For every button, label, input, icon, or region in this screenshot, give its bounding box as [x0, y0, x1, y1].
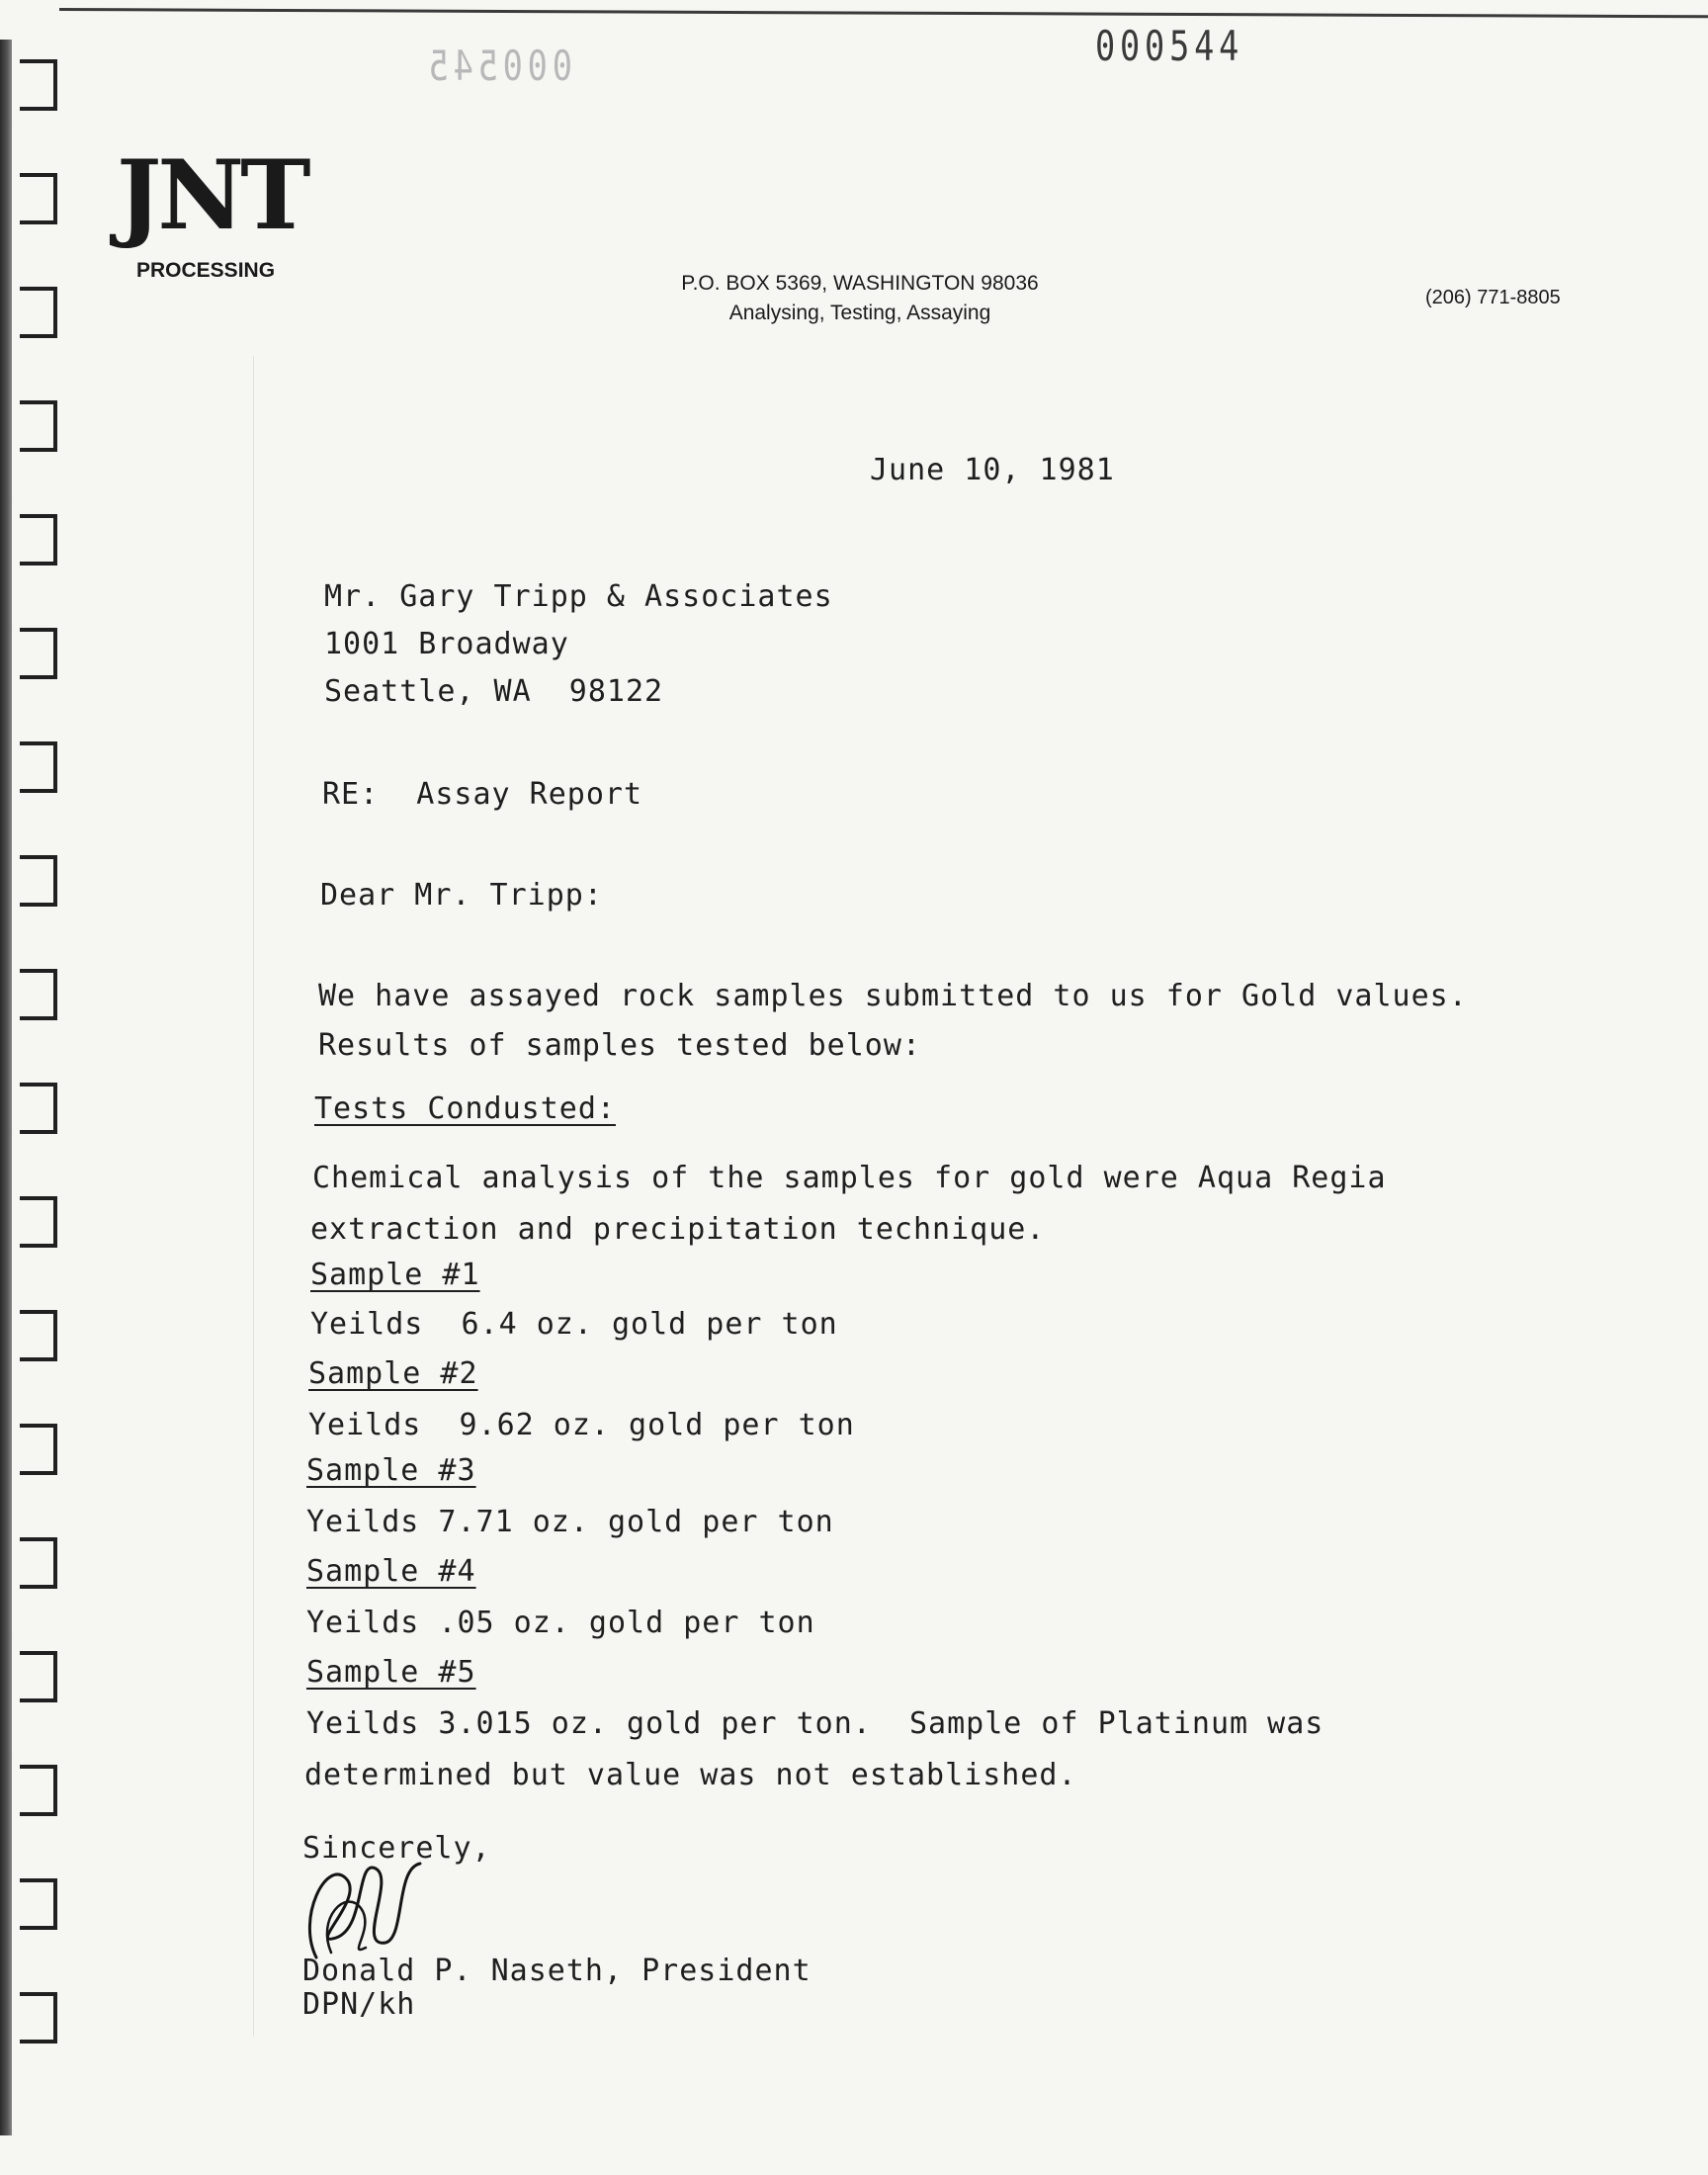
typist-initials: DPN/kh — [302, 1987, 416, 2022]
company-logo: JNT — [117, 139, 307, 251]
sample-label: Sample #1 — [310, 1258, 480, 1292]
sample-result: Yeilds .05 oz. gold per ton — [306, 1606, 815, 1640]
handwritten-signature — [287, 1839, 435, 1967]
serial-number: 000544 — [1095, 22, 1244, 70]
subject-line: RE: Assay Report — [322, 777, 643, 812]
sample-result: Yeilds 7.71 oz. gold per ton — [306, 1505, 834, 1539]
intro-line-1: We have assayed rock samples submitted to us for Gold values. — [318, 979, 1468, 1013]
binder-hole — [20, 1424, 57, 1475]
binder-hole — [20, 1310, 57, 1361]
signer-name: Donald P. Naseth, President — [302, 1954, 811, 1988]
binder-hole — [20, 1196, 57, 1248]
letterhead-phone: (206) 771-8805 — [1425, 287, 1561, 308]
closing: Sincerely, — [302, 1831, 491, 1866]
sample-label: Sample #3 — [306, 1453, 476, 1488]
binder-hole — [20, 1992, 57, 2044]
binder-bar — [0, 40, 12, 2135]
letter-date: June 10, 1981 — [870, 453, 1115, 487]
binder-hole — [20, 741, 57, 793]
recipient-city: Seattle, WA 98122 — [324, 674, 664, 709]
faint-fold-line — [253, 356, 254, 2037]
binder-hole — [20, 59, 57, 111]
sample-label: Sample #5 — [306, 1655, 476, 1690]
binder-hole — [20, 514, 57, 566]
closing-extra-line: determined but value was not established. — [304, 1758, 1077, 1792]
binder-hole — [20, 287, 57, 338]
binder-hole — [20, 1878, 57, 1930]
letterhead-address — [652, 269, 1068, 328]
sample-label: Sample #2 — [308, 1356, 478, 1391]
address-line-1: P.O. BOX 5369, WASHINGTON 98036 — [681, 272, 1039, 295]
binder-hole — [20, 400, 57, 452]
recipient-street: 1001 Broadway — [324, 627, 569, 661]
address-line-2: Analysing, Testing, Assaying — [728, 302, 991, 324]
binder-hole — [20, 1765, 57, 1816]
binder-hole — [20, 628, 57, 679]
company-logo-subtitle: PROCESSING — [136, 259, 276, 282]
binder-hole — [20, 855, 57, 907]
ghost-serial-number: 000545 — [423, 42, 572, 90]
tests-heading: Tests Condusted: — [314, 1091, 616, 1126]
sample-result: Yeilds 9.62 oz. gold per ton — [308, 1408, 855, 1442]
binder-hole — [20, 1083, 57, 1134]
method-line-2: extraction and precipitation technique. — [310, 1212, 1046, 1247]
page-top-edge — [59, 8, 1708, 24]
binder-hole — [20, 969, 57, 1020]
salutation: Dear Mr. Tripp: — [320, 878, 603, 913]
method-line-1: Chemical analysis of the samples for gold were Aqua Regia — [312, 1161, 1387, 1195]
binder-hole — [20, 1651, 57, 1702]
binder-spine — [0, 40, 89, 2135]
binder-hole — [20, 1537, 57, 1589]
sample-result: Yeilds 6.4 oz. gold per ton — [310, 1307, 838, 1342]
binder-hole — [20, 173, 57, 224]
sample-label: Sample #4 — [306, 1554, 476, 1589]
intro-line-2: Results of samples tested below: — [318, 1028, 921, 1063]
recipient-name: Mr. Gary Tripp & Associates — [324, 579, 833, 614]
sample-result: Yeilds 3.015 oz. gold per ton. Sample of Platinum was — [306, 1706, 1324, 1741]
